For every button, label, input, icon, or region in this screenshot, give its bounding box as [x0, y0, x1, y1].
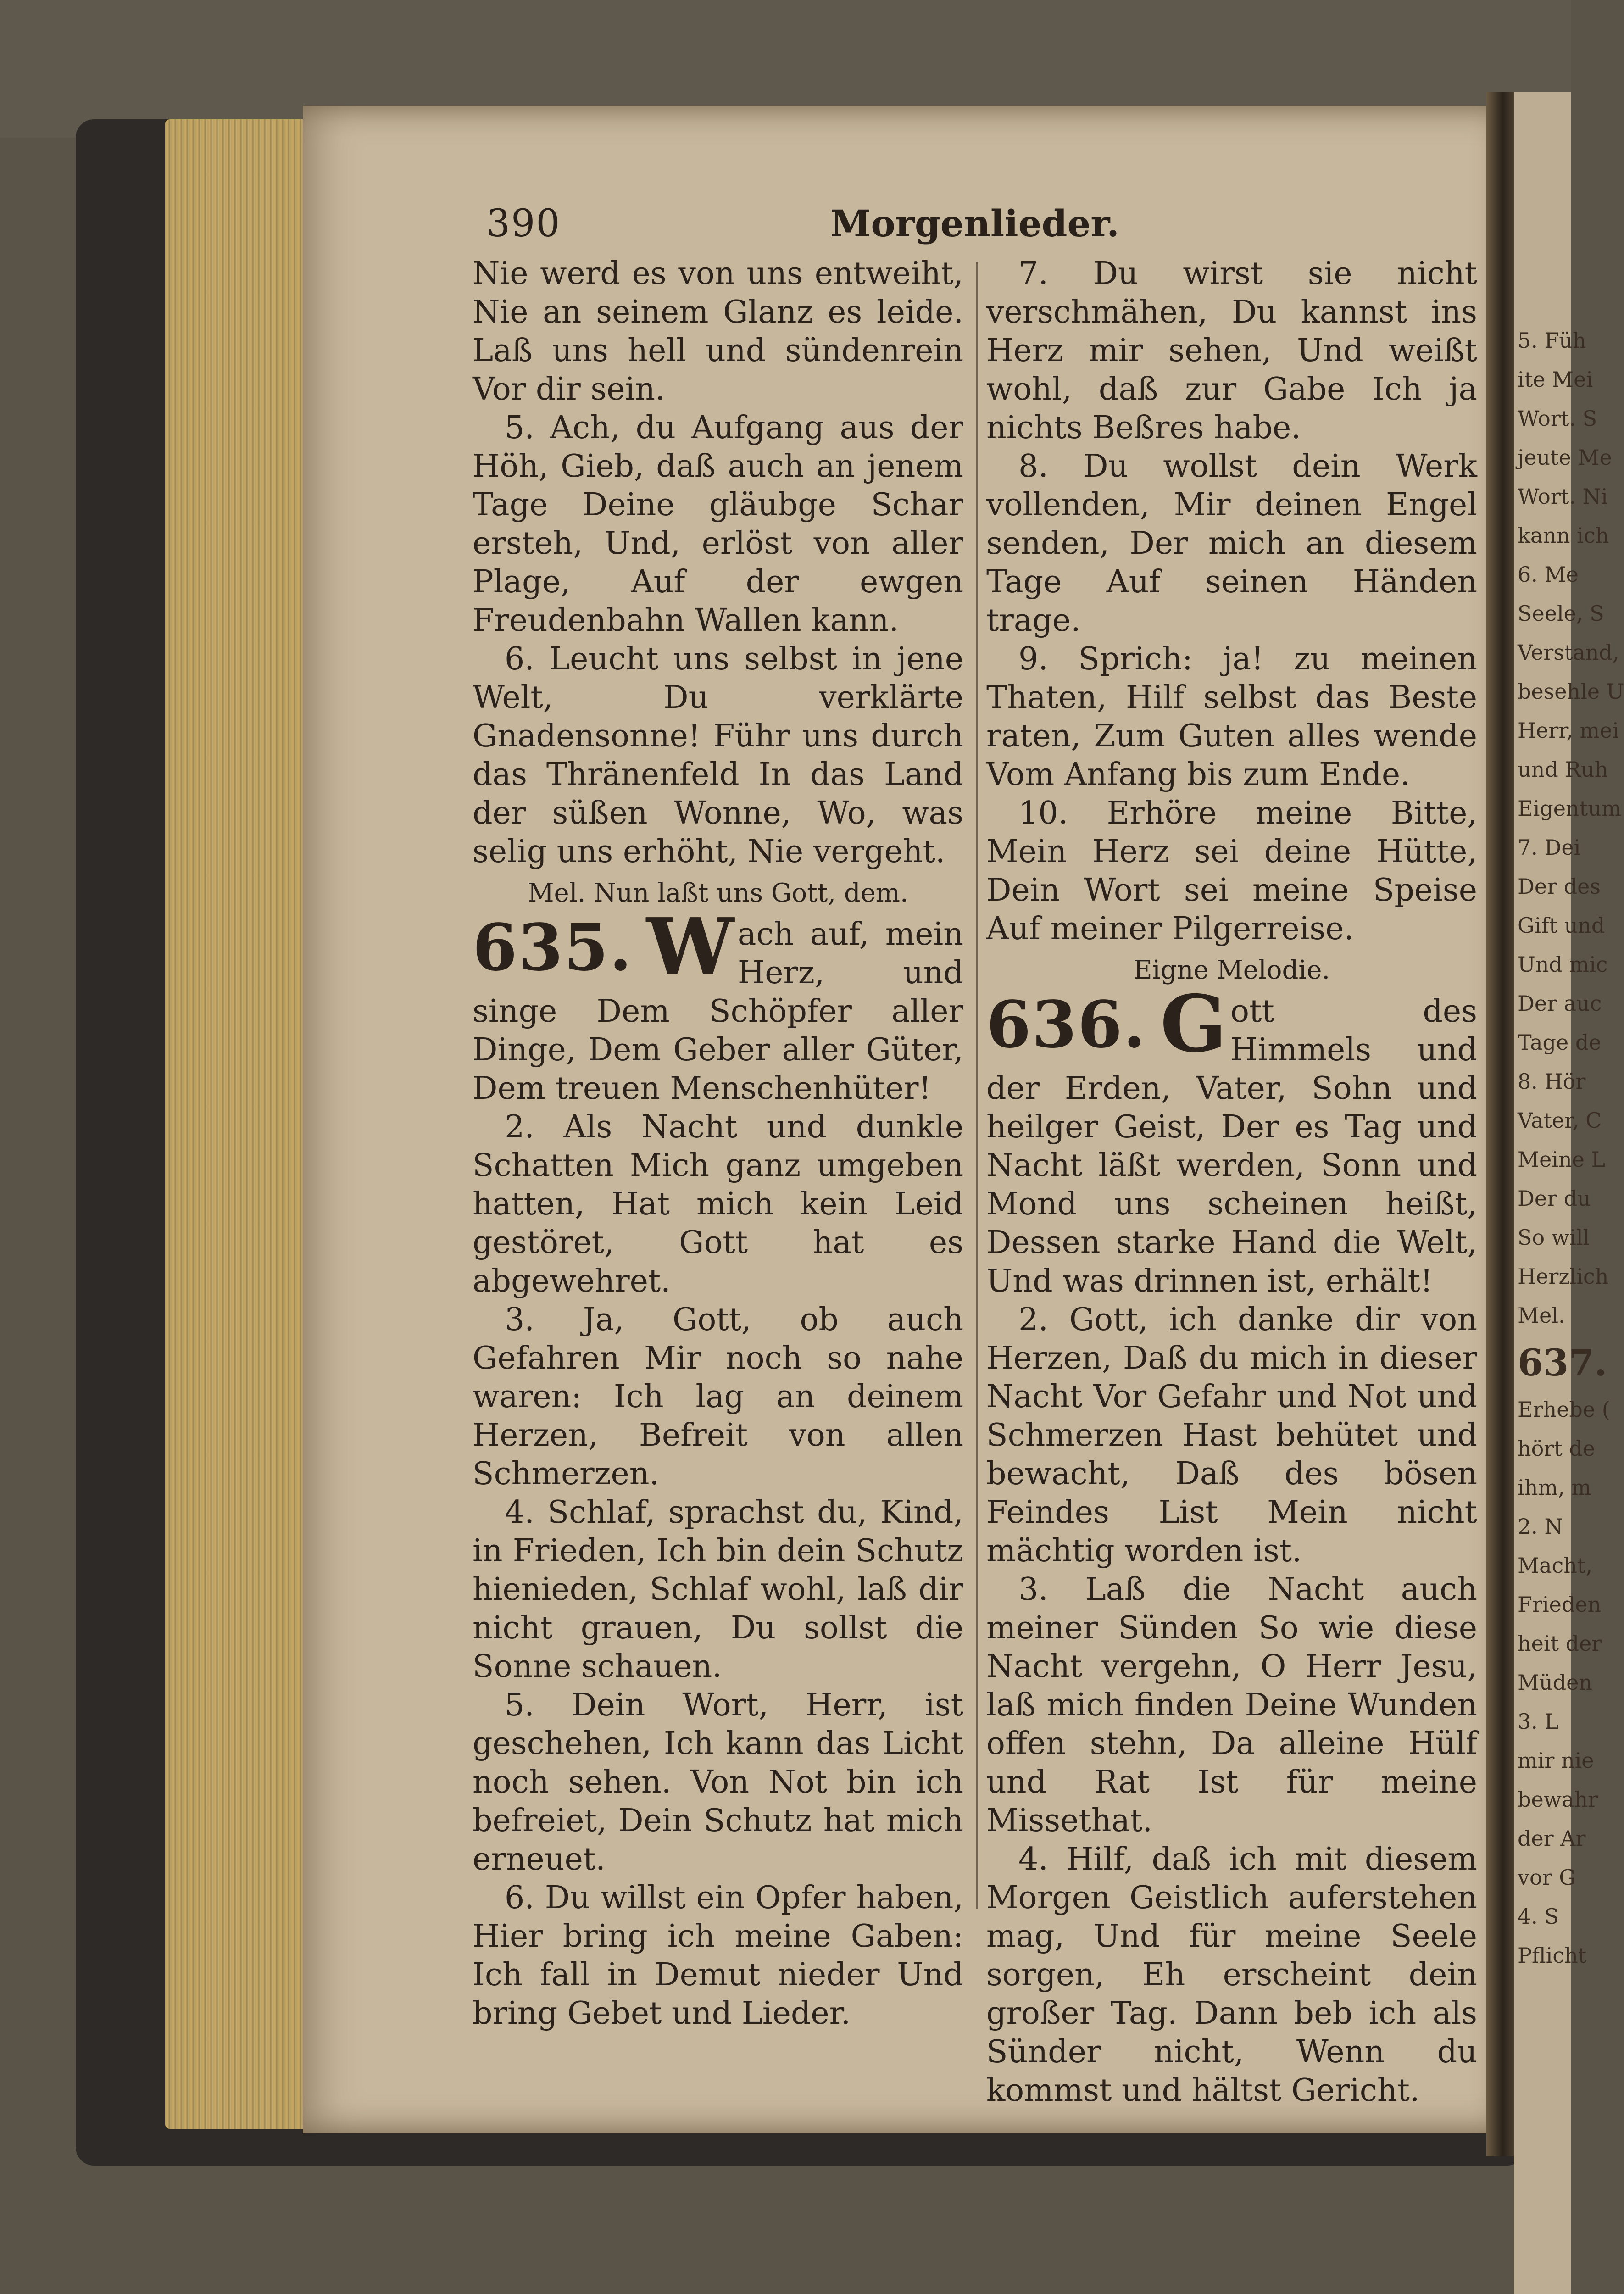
- drop-cap: G: [1160, 978, 1227, 1070]
- next-page-fragment: Eigentum: [1518, 796, 1622, 821]
- next-page-fragment: Mel.: [1518, 1303, 1565, 1328]
- next-page-fragment: jeute Me: [1518, 445, 1612, 470]
- next-page-fragment: Macht,: [1518, 1553, 1593, 1578]
- next-page-fragment: kann ich: [1518, 523, 1609, 548]
- verse-paragraph: 3. Ja, Gott, ob auch Gefahren Mir noch so nahe waren: Ich lag an deinem Herzen, Befreit von allen Schmerzen.: [473, 1302, 963, 1492]
- next-page-fragment: 4. S: [1518, 1904, 1559, 1929]
- next-page-fragment: besehle U: [1518, 679, 1624, 704]
- next-page-fragment: bewahr: [1518, 1787, 1598, 1812]
- hymn-number: 636.: [986, 987, 1146, 1063]
- verse-paragraph: Nie werd es von uns entweiht, Nie an seinem Glanz es leide. Laß uns hell und sündenrein Vor dir sein.: [473, 256, 963, 407]
- next-page-fragment: 8. Hör: [1518, 1069, 1586, 1094]
- next-page-fragment: So will: [1518, 1225, 1590, 1250]
- verse-paragraph: ott des Himmels und der Erden, Vater, Sohn und heilger Geist, Der es Tag und Nacht läßt werden, Sonn und Mond uns scheinen heißt, Dessen starke Hand die Welt, Und was drinnen ist, erhält!: [986, 993, 1477, 1299]
- next-page-fragment: Herzlich: [1518, 1264, 1609, 1289]
- next-page-fragment: mir nie: [1518, 1748, 1594, 1773]
- next-page-fragment: Meine L: [1518, 1147, 1606, 1172]
- next-page-fragment: Und mic: [1518, 952, 1608, 977]
- next-page-fragment: ihm, m: [1518, 1475, 1591, 1500]
- next-page-fragment: Herr, mei: [1518, 718, 1619, 743]
- verse-paragraph: 2. Gott, ich danke dir von Herzen, Daß du mich in dieser Nacht Vor Gefahr und Not und Schmerzen Hast behütet und bewacht, Daß des bösen Feindes List Mein nicht mächtig worden ist.: [986, 1302, 1477, 1569]
- next-page-fragment: Pflicht: [1518, 1943, 1587, 1968]
- verse-paragraph: 3. Laß die Nacht auch meiner Sünden So wie diese Nacht vergehn, O Herr Jesu, laß mich finden Deine Wunden offen stehn, Da alleine Hülf und Rat Ist für meine Missethat.: [986, 1571, 1477, 1839]
- column-rule: [976, 262, 978, 1909]
- melody-note: Mel. Nun laßt uns Gott, dem.: [528, 878, 908, 908]
- verse-paragraph: 8. Du wollst dein Werk vollenden, Mir deinen Engel senden, Der mich an diesem Tage Auf seinen Händen trage.: [986, 448, 1477, 639]
- next-page-fragment: hört de: [1518, 1436, 1596, 1461]
- next-page-fragment: 2. N: [1518, 1514, 1563, 1539]
- next-page-fragment: Der auc: [1518, 991, 1602, 1016]
- next-page-fragment: 5. Füh: [1518, 328, 1586, 353]
- next-page-fragment: heit der: [1518, 1631, 1602, 1656]
- hymn-635: [473, 901, 963, 1108]
- verse-paragraph: 10. Erhöre meine Bitte, Mein Herz sei deine Hütte, Dein Wort sei meine Speise Auf meiner Pilgerreise.: [986, 795, 1477, 947]
- verse-paragraph: 6. Leucht uns selbst in jene Welt, Du verklärte Gnadensonne! Führ uns durch das Thränenfeld In das Land der süßen Wonne, Wo, was selig uns erhöht, Nie vergeht.: [473, 641, 963, 870]
- next-page-fragment: Erhebe (: [1518, 1397, 1610, 1422]
- page-number: 390: [486, 202, 561, 245]
- verse-paragraph: 4. Hilf, daß ich mit diesem Morgen Geistlich auferstehen mag, Und für meine Seele sorgen, Eh erscheint dein großer Tag. Dann beb ich als Sünder nicht, Wenn du kommst und hältst Gericht.: [986, 1841, 1477, 2109]
- verse-paragraph: 5. Dein Wort, Herr, ist geschehen, Ich kann das Licht noch sehen. Von Not bin ich befreiet, Dein Schutz hat mich erneuet.: [473, 1687, 963, 1877]
- page-edges: [165, 119, 312, 2129]
- next-page-fragment: 3. L: [1518, 1709, 1559, 1734]
- book-gutter: [1486, 92, 1514, 2156]
- next-page-fragment: Der des: [1518, 874, 1601, 899]
- next-page-edge: [1514, 92, 1624, 2294]
- drop-cap: W: [646, 901, 734, 993]
- next-page-fragment: Vater, C: [1518, 1108, 1602, 1133]
- next-page-fragment: Wort. Ni: [1518, 484, 1608, 509]
- next-page-fragment: Gift und: [1518, 913, 1605, 938]
- verse-paragraph: 4. Schlaf, sprachst du, Kind, in Frieden, Ich bin dein Schutz hienieden, Schlaf wohl, laß dir nicht grauen, Du sollst die Sonne schauen.: [473, 1494, 963, 1685]
- verse-paragraph: 9. Sprich: ja! zu meinen Thaten, Hilf selbst das Beste raten, Zum Guten alles wende Vom Anfang bis zum Ende.: [986, 641, 1477, 793]
- next-page-fragment: der Ar: [1518, 1826, 1586, 1851]
- next-page-fragment: 6. Me: [1518, 562, 1579, 587]
- verse-paragraph: ach auf, mein Herz, und singe Dem Schöpfer aller Dinge, Dem Geber aller Güter, Dem treuen Menschenhüter!: [473, 916, 963, 1107]
- next-page-fragment: vor G: [1518, 1865, 1576, 1890]
- next-page-fragment: Müden: [1518, 1670, 1593, 1695]
- next-page-fragment: und Ruh: [1518, 757, 1608, 782]
- verse-paragraph: 2. Als Nacht und dunkle Schatten Mich ganz umgeben hatten, Hat mich kein Leid gestöret, Gott hat es abgewehret.: [473, 1109, 963, 1299]
- running-title: Morgenlieder.: [830, 202, 1119, 245]
- next-page-fragment: 637.: [1518, 1341, 1607, 1384]
- next-page-fragment: ite Mei: [1518, 367, 1593, 392]
- verse-paragraph: 7. Du wirst sie nicht verschmähen, Du kannst ins Herz mir sehen, Und weißt wohl, daß zur Gabe Ich ja nichts Beßres habe.: [986, 256, 1477, 446]
- verse-paragraph: 6. Du willst ein Opfer haben, Hier bring ich meine Gaben: Ich fall in Demut nieder Und bring Gebet und Lieder.: [473, 1880, 963, 2032]
- left-column: [473, 255, 963, 2032]
- right-column: [986, 255, 1477, 2109]
- page-header: [486, 202, 1119, 252]
- next-page-fragment: Seele, S: [1518, 601, 1604, 626]
- next-page-fragment: Tage de: [1518, 1030, 1602, 1055]
- hymn-636: [986, 978, 1477, 1301]
- next-page-fragment: Der du: [1518, 1186, 1591, 1211]
- hymn-number: 635.: [473, 910, 633, 986]
- next-page-fragment: Wort. S: [1518, 406, 1597, 431]
- verse-paragraph: 5. Ach, du Aufgang aus der Höh, Gieb, daß auch an jenem Tage Deine gläubge Schar ersteh, Und, erlöst von aller Plage, Auf der ewgen Freudenbahn Wallen kann.: [473, 410, 963, 639]
- melody-note: Eigne Melodie.: [1133, 955, 1330, 985]
- next-page-fragment: Frieden: [1518, 1592, 1602, 1617]
- next-page-fragment: 7. Dei: [1518, 835, 1581, 860]
- next-page-fragment: Verstand,: [1518, 640, 1619, 665]
